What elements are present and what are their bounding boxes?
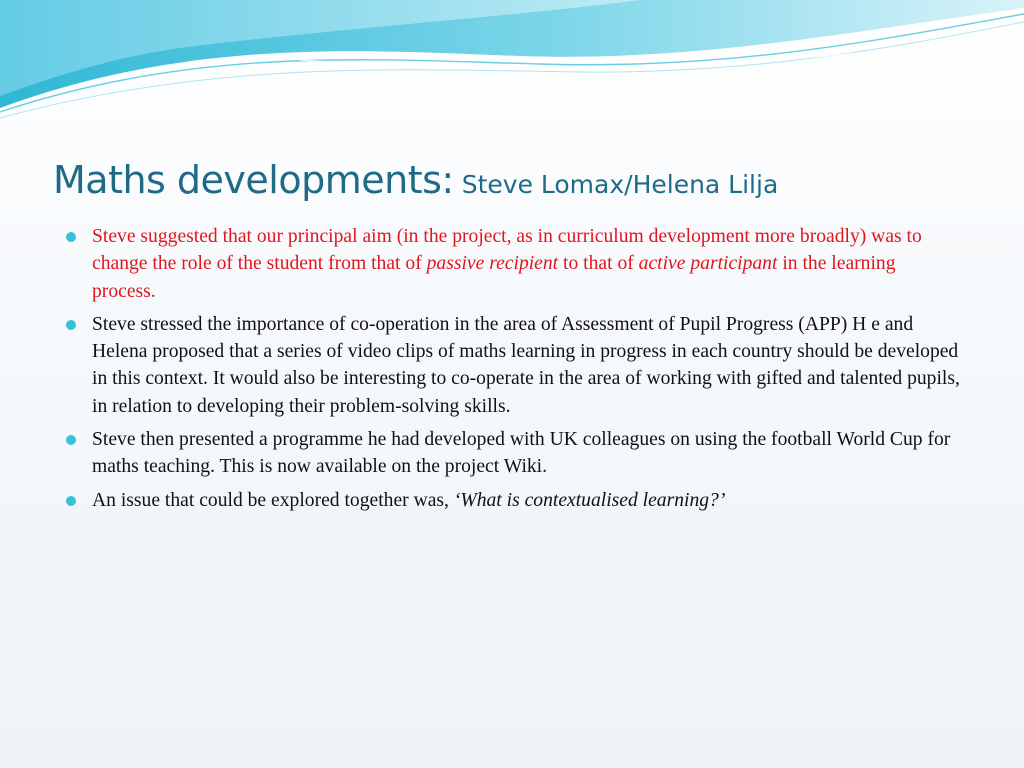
bullet-text: Steve stressed the importance of co-operation in the area of Assessment of Pupil Progress (APP) H e and Helena proposed that a series of video clips of maths learning in progress in each country should be developed in this context. It would also be interesting to co-operate in the area of working with gifted and talented pupils, in relation to developing their problem-solving skills. bbox=[92, 313, 960, 417]
bullet-text: to that of bbox=[558, 253, 639, 275]
bullet-icon bbox=[66, 320, 76, 330]
bullet-icon bbox=[66, 496, 76, 506]
bullet-list bbox=[64, 223, 964, 520]
bullet-text: Steve then presented a programme he had developed with UK colleagues on using the football World Cup for maths teaching. This is now available on the project Wiki. bbox=[92, 429, 951, 478]
bullet-text: in the learning process. bbox=[92, 253, 896, 302]
bullet-emphasis: active participant bbox=[638, 253, 778, 275]
bullet-item bbox=[64, 487, 964, 514]
bullet-emphasis: ‘What is contextualised learning?’ bbox=[453, 489, 726, 511]
slide-title bbox=[53, 158, 993, 202]
header-wave-decoration bbox=[0, 0, 1024, 120]
bullet-item bbox=[64, 223, 964, 305]
bullet-emphasis: passive recipient bbox=[426, 253, 559, 275]
bullet-text: An issue that could be explored together was, bbox=[92, 489, 454, 511]
bullet-item bbox=[64, 426, 964, 481]
bullet-icon bbox=[66, 435, 76, 445]
bullet-item bbox=[64, 311, 964, 420]
title-main: Maths developments: bbox=[53, 158, 454, 202]
bullet-icon bbox=[66, 232, 76, 242]
title-subtitle: Steve Lomax/Helena Lilja bbox=[461, 170, 779, 199]
bullet-text: Steve suggested that our principal aim (in the project, as in curriculum development more broadly) was to change the role of the student from that of bbox=[92, 226, 922, 275]
